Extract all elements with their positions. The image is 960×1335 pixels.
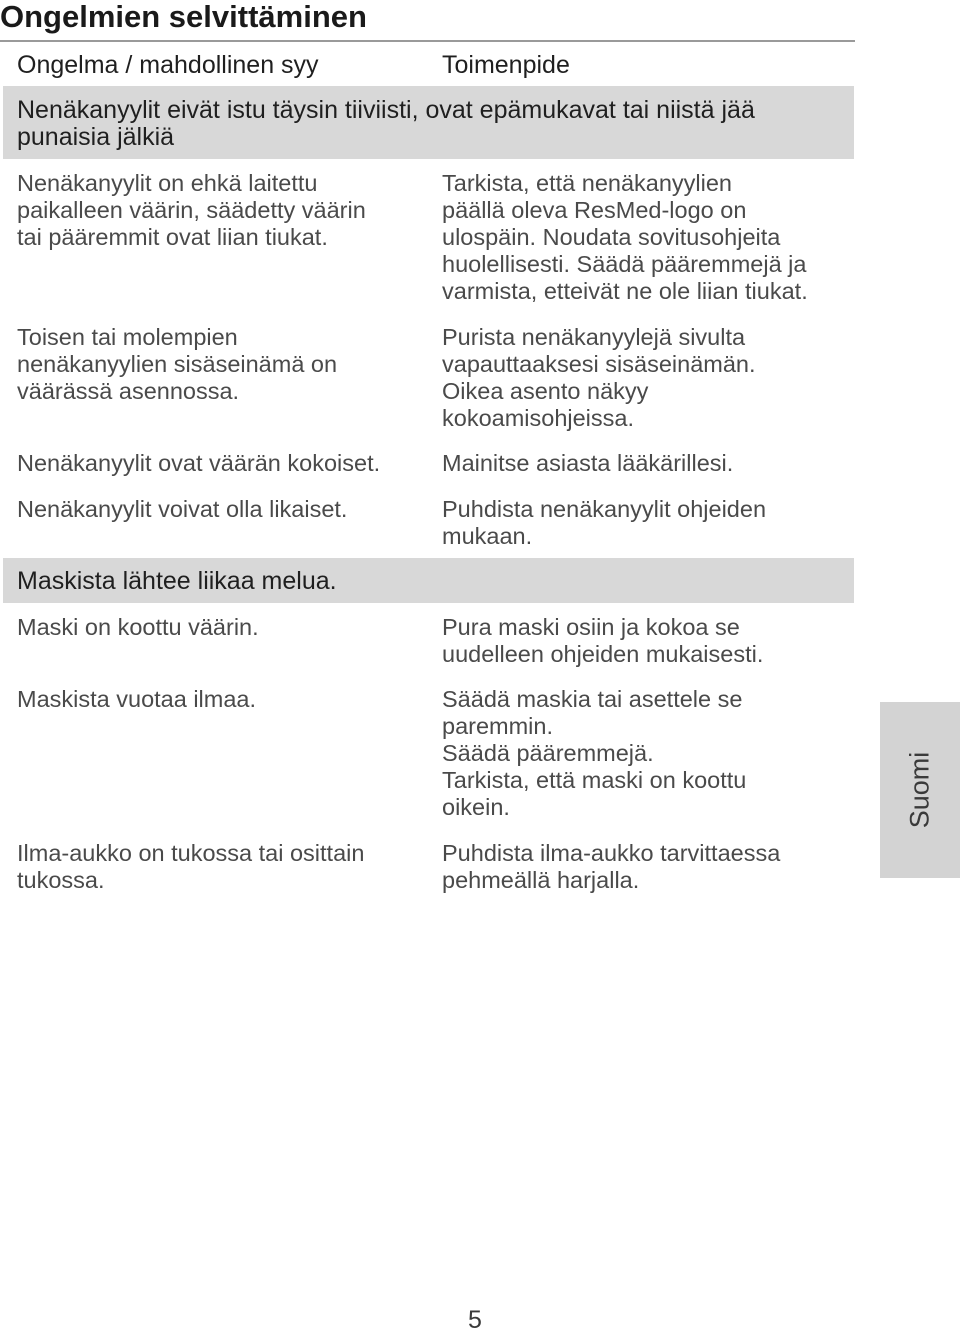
cause-cell: Nenäkanyylit ovat väärän kokoiset. bbox=[17, 450, 381, 476]
language-tab bbox=[880, 702, 960, 878]
title-divider bbox=[0, 40, 855, 42]
cause-cell: Toisen tai molempien nenäkanyylien sisäseinämä on väärässä asennossa. bbox=[17, 324, 338, 404]
page-title: Ongelmien selvittäminen bbox=[0, 0, 367, 34]
action-cell: Puhdista ilma-aukko tarvittaessa pehmeällä harjalla. bbox=[442, 840, 781, 893]
action-cell: Puhdista nenäkanyylit ohjeiden mukaan. bbox=[442, 496, 767, 549]
cause-cell: Maskista vuotaa ilmaa. bbox=[17, 686, 257, 712]
column-header-cause: Ongelma / mahdollinen syy bbox=[17, 51, 319, 79]
cause-cell: Ilma-aukko on tukossa tai osittain tukossa. bbox=[17, 840, 365, 893]
cause-cell: Nenäkanyylit voivat olla likaiset. bbox=[17, 496, 348, 522]
section-title-2: Maskista lähtee liikaa melua. bbox=[17, 567, 337, 595]
action-cell: Tarkista, että nenäkanyylien päällä oleva ResMed-logo on ulospäin. Noudata sovitusohjeita huolellisesti. Säädä pääremmejä ja varmista, etteivät ne ole liian tiukat. bbox=[442, 170, 808, 304]
page-number: 5 bbox=[468, 1306, 482, 1334]
action-cell: Pura maski osiin ja kokoa se uudelleen ohjeiden mukaisesti. bbox=[442, 614, 764, 667]
action-cell: Säädä maskia tai asettele se paremmin. Säädä pääremmejä. Tarkista, että maski on koottu oikein. bbox=[442, 686, 747, 820]
action-cell: Purista nenäkanyylejä sivulta vapauttaaksesi sisäseinämän. Oikea asento näkyy kokoamisohjeissa. bbox=[442, 324, 756, 431]
action-cell: Mainitse asiasta lääkärillesi. bbox=[442, 450, 734, 476]
language-tab-label: Suomi bbox=[904, 751, 935, 829]
cause-cell: Maski on koottu väärin. bbox=[17, 614, 259, 640]
cause-cell: Nenäkanyylit on ehkä laitettu paikalleen väärin, säädetty väärin tai pääremmit ovat liian tiukat. bbox=[17, 170, 366, 250]
column-header-action: Toimenpide bbox=[442, 51, 570, 79]
section-title-1: Nenäkanyylit eivät istu täysin tiiviisti, ovat epämukavat tai niistä jää punaisia jälkiä bbox=[17, 96, 755, 151]
